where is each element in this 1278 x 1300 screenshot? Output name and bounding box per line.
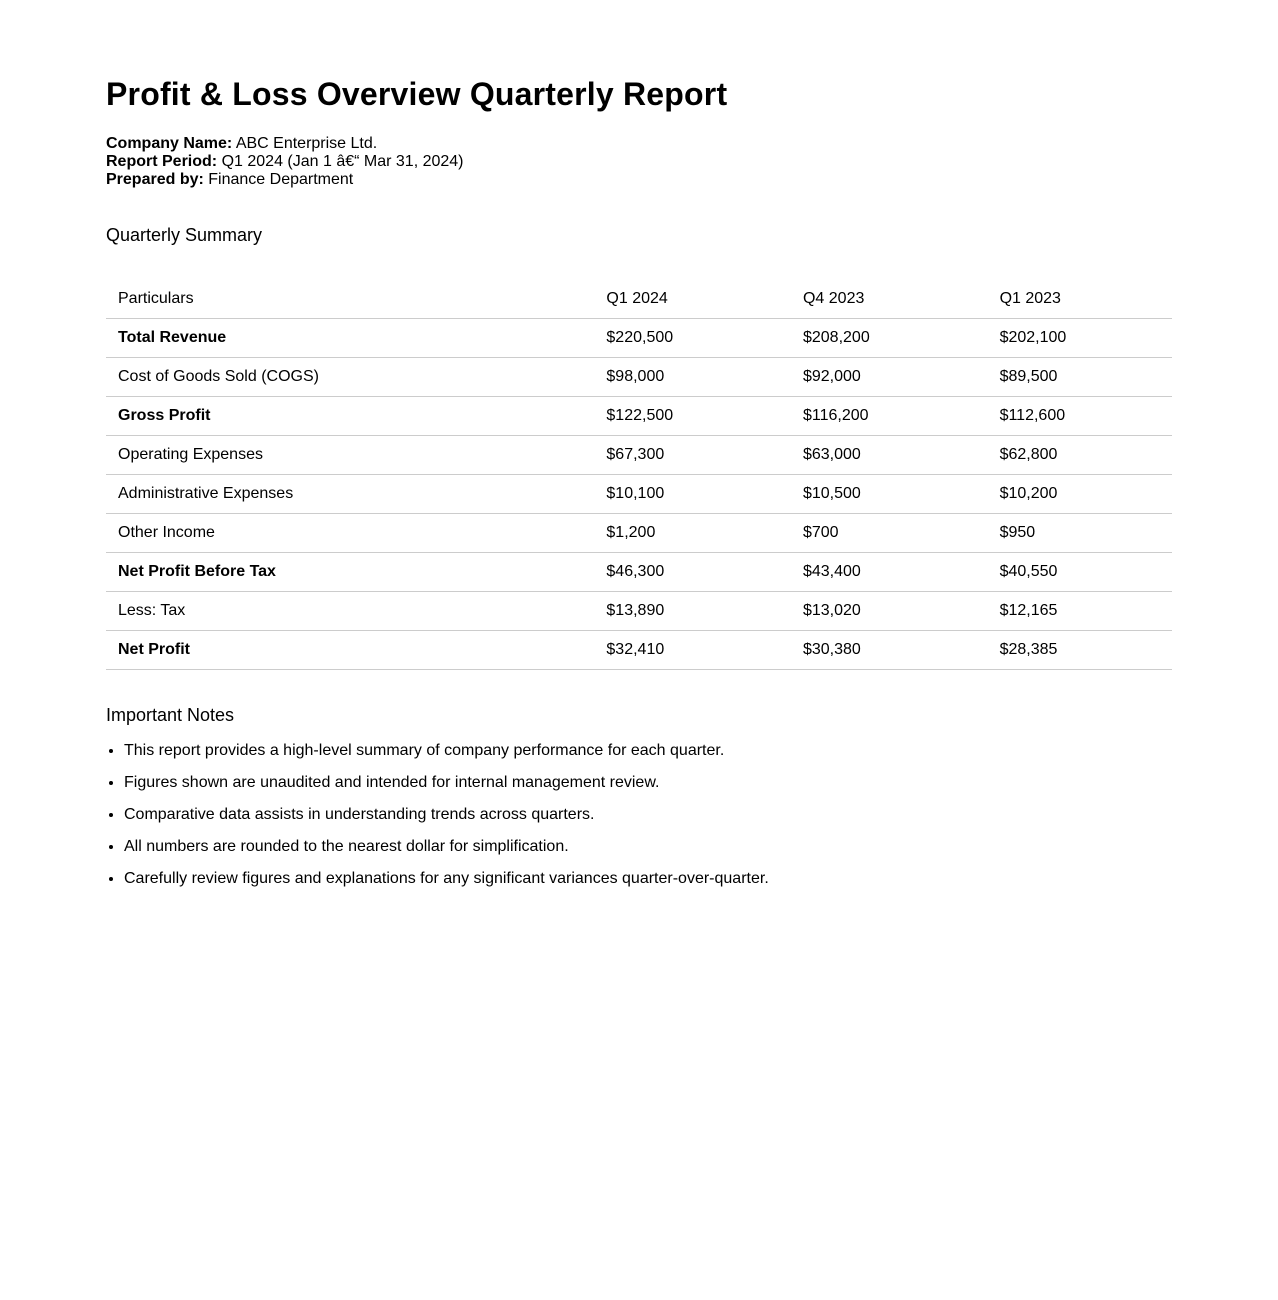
table-row: [106, 358, 1172, 397]
cell-value: $43,400: [791, 553, 988, 592]
column-header-q4-2023: Q4 2023: [791, 280, 988, 319]
cell-value: $28,385: [988, 631, 1172, 670]
prepared-value: Finance Department: [208, 171, 354, 188]
summary-heading: Quarterly Summary: [106, 225, 263, 245]
list-item: • All numbers are rounded to the nearest dollar for simplification.: [124, 838, 1172, 856]
cell-value: $10,500: [791, 475, 988, 514]
cell-value: $10,200: [988, 475, 1172, 514]
cell-value: $67,300: [594, 436, 791, 475]
cell-value: $10,100: [594, 475, 791, 514]
cell-value: $13,020: [791, 592, 988, 631]
table-row: [106, 631, 1172, 670]
period-value: Q1 2024 (Jan 1 â€“ Mar 31, 2024): [221, 153, 464, 170]
period-label: Report Period:: [106, 153, 218, 170]
row-label: Gross Profit: [106, 397, 594, 436]
cell-value: $12,165: [988, 592, 1172, 631]
row-label: Total Revenue: [106, 319, 594, 358]
report-meta: [106, 135, 1172, 189]
cell-value: $700: [791, 514, 988, 553]
prepared-label: Prepared by:: [106, 171, 204, 188]
row-label: Cost of Goods Sold (COGS): [106, 358, 594, 397]
cell-value: $46,300: [594, 553, 791, 592]
table-row: [106, 553, 1172, 592]
cell-value: $208,200: [791, 319, 988, 358]
table-row: [106, 319, 1172, 358]
row-label: Operating Expenses: [106, 436, 594, 475]
list-item: • Figures shown are unaudited and intended for internal management review.: [124, 774, 1172, 792]
page-title: Profit & Loss Overview Quarterly Report: [106, 76, 728, 112]
table-row: [106, 475, 1172, 514]
row-label: Net Profit: [106, 631, 594, 670]
cell-value: $202,100: [988, 319, 1172, 358]
table-row: [106, 592, 1172, 631]
notes-list: [106, 742, 1172, 888]
table-row: [106, 436, 1172, 475]
table-row: [106, 514, 1172, 553]
cell-value: $92,000: [791, 358, 988, 397]
company-row: [106, 135, 1172, 153]
list-item: • Comparative data assists in understanding trends across quarters.: [124, 806, 1172, 824]
company-label: Company Name:: [106, 135, 233, 152]
prepared-row: [106, 171, 1172, 189]
row-label: Other Income: [106, 514, 594, 553]
notes-heading: Important Notes: [106, 705, 235, 725]
cell-value: $13,890: [594, 592, 791, 631]
period-row: [106, 153, 1172, 171]
column-header-q1-2023: Q1 2023: [988, 280, 1172, 319]
row-label: Administrative Expenses: [106, 475, 594, 514]
pl-table: [106, 280, 1172, 670]
cell-value: $40,550: [988, 553, 1172, 592]
company-value: ABC Enterprise Ltd.: [235, 135, 378, 152]
column-header-particulars: Particulars: [106, 280, 594, 319]
row-label: Less: Tax: [106, 592, 594, 631]
cell-value: $63,000: [791, 436, 988, 475]
table-header-row: [106, 280, 1172, 319]
cell-value: $30,380: [791, 631, 988, 670]
table-body: [106, 319, 1172, 670]
cell-value: $220,500: [594, 319, 791, 358]
list-item: • Carefully review figures and explanations for any significant variances quarter-over-quarter.: [124, 870, 1172, 888]
row-label: Net Profit Before Tax: [106, 553, 594, 592]
cell-value: $112,600: [988, 397, 1172, 436]
cell-value: $122,500: [594, 397, 791, 436]
cell-value: $1,200: [594, 514, 791, 553]
column-header-q1-2024: Q1 2024: [594, 280, 791, 319]
cell-value: $32,410: [594, 631, 791, 670]
list-item: • This report provides a high-level summary of company performance for each quarter.: [124, 742, 1172, 760]
table-row: [106, 397, 1172, 436]
cell-value: $62,800: [988, 436, 1172, 475]
cell-value: $89,500: [988, 358, 1172, 397]
cell-value: $98,000: [594, 358, 791, 397]
cell-value: $950: [988, 514, 1172, 553]
cell-value: $116,200: [791, 397, 988, 436]
